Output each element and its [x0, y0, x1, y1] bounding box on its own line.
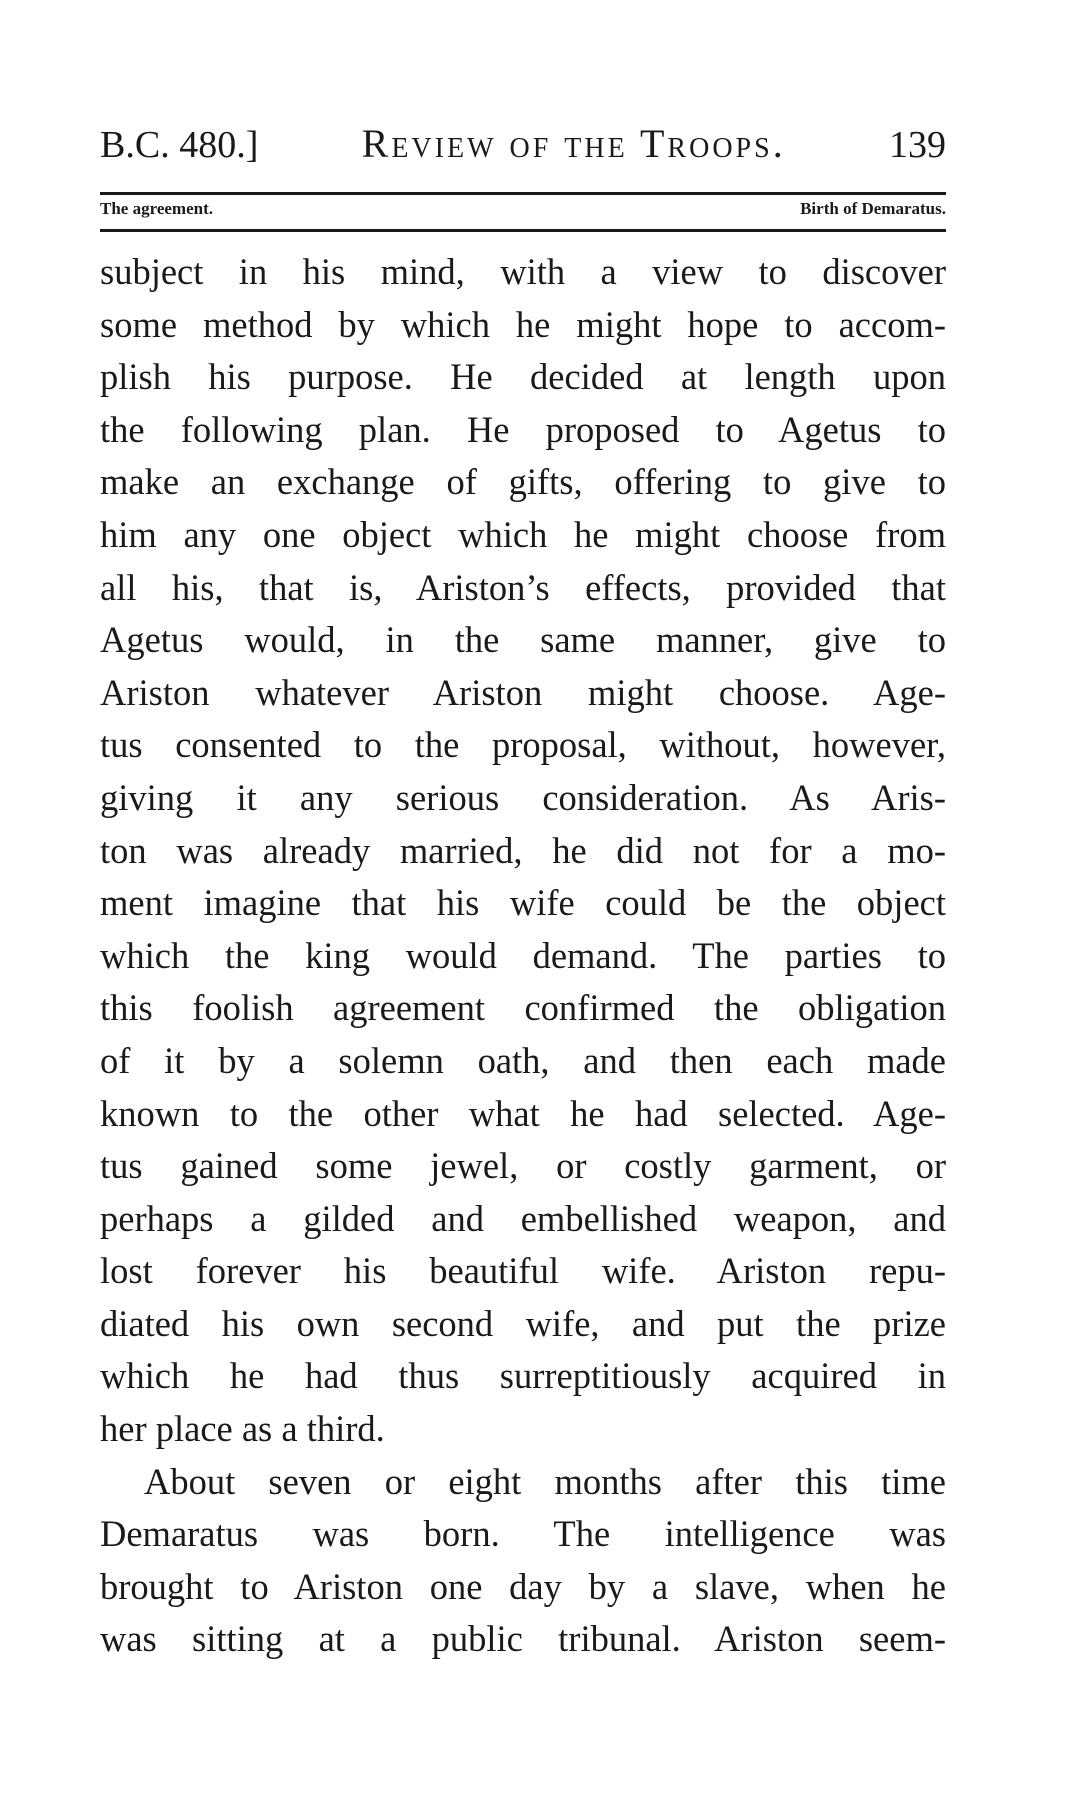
text-line: perhaps a gilded and embellished weapon, and	[100, 1197, 946, 1239]
header-title: Review of the Troops.	[361, 121, 786, 166]
text-line: known to the other what he had selected. Age-	[100, 1092, 946, 1134]
text-line: ment imagine that his wife could be the object	[100, 882, 946, 924]
running-head	[100, 120, 946, 167]
paragraph-end-line: her place as a third.	[100, 1408, 385, 1450]
text-line: make an exchange of gifts, offering to give to	[100, 461, 946, 503]
text-line: was sitting at a public tribunal. Ariston seem-	[100, 1618, 946, 1660]
subheader	[100, 199, 946, 219]
header-rule-top	[100, 192, 946, 195]
text-line: subject in his mind, with a view to discover	[100, 251, 946, 292]
text-line: giving it any serious consideration. As Aris-	[100, 776, 946, 818]
text-line: tus gained some jewel, or costly garment, or	[100, 1145, 946, 1187]
header-rule-bottom	[100, 229, 946, 232]
text-line: him any one object which he might choose from	[100, 513, 946, 555]
text-line: ton was already married, he did not for a mo-	[100, 829, 946, 871]
text-line: Ariston whatever Ariston might choose. Age-	[100, 671, 946, 713]
body-text	[100, 246, 946, 1666]
text-line: the following plan. He proposed to Agetus to	[100, 408, 946, 450]
subheader-right: Birth of Demaratus.	[800, 199, 946, 218]
text-line: Demaratus was born. The intelligence was	[100, 1513, 946, 1555]
text-line: which he had thus surreptitiously acquired in	[100, 1355, 946, 1397]
text-line: plish his purpose. He decided at length upon	[100, 356, 946, 398]
text-line: Agetus would, in the same manner, give to	[100, 619, 946, 661]
text-line: tus consented to the proposal, without, however,	[100, 724, 946, 766]
page-number: 139	[888, 124, 946, 166]
paragraph-start-line: About seven or eight months after this time	[144, 1460, 946, 1502]
text-line: diated his own second wife, and put the prize	[100, 1302, 946, 1344]
subheader-left: The agreement.	[100, 199, 213, 218]
text-line: lost forever his beautiful wife. Ariston repu-	[100, 1250, 946, 1292]
text-line: brought to Ariston one day by a slave, when he	[100, 1565, 946, 1607]
text-line: which the king would demand. The parties to	[100, 934, 946, 976]
text-line: of it by a solemn oath, and then each made	[100, 1039, 946, 1081]
text-line: some method by which he might hope to accom-	[100, 303, 946, 345]
text-line: all his, that is, Ariston’s effects, provided that	[100, 566, 946, 608]
header-date: B.C. 480.]	[100, 124, 259, 166]
text-line: this foolish agreement confirmed the obligation	[100, 987, 946, 1029]
